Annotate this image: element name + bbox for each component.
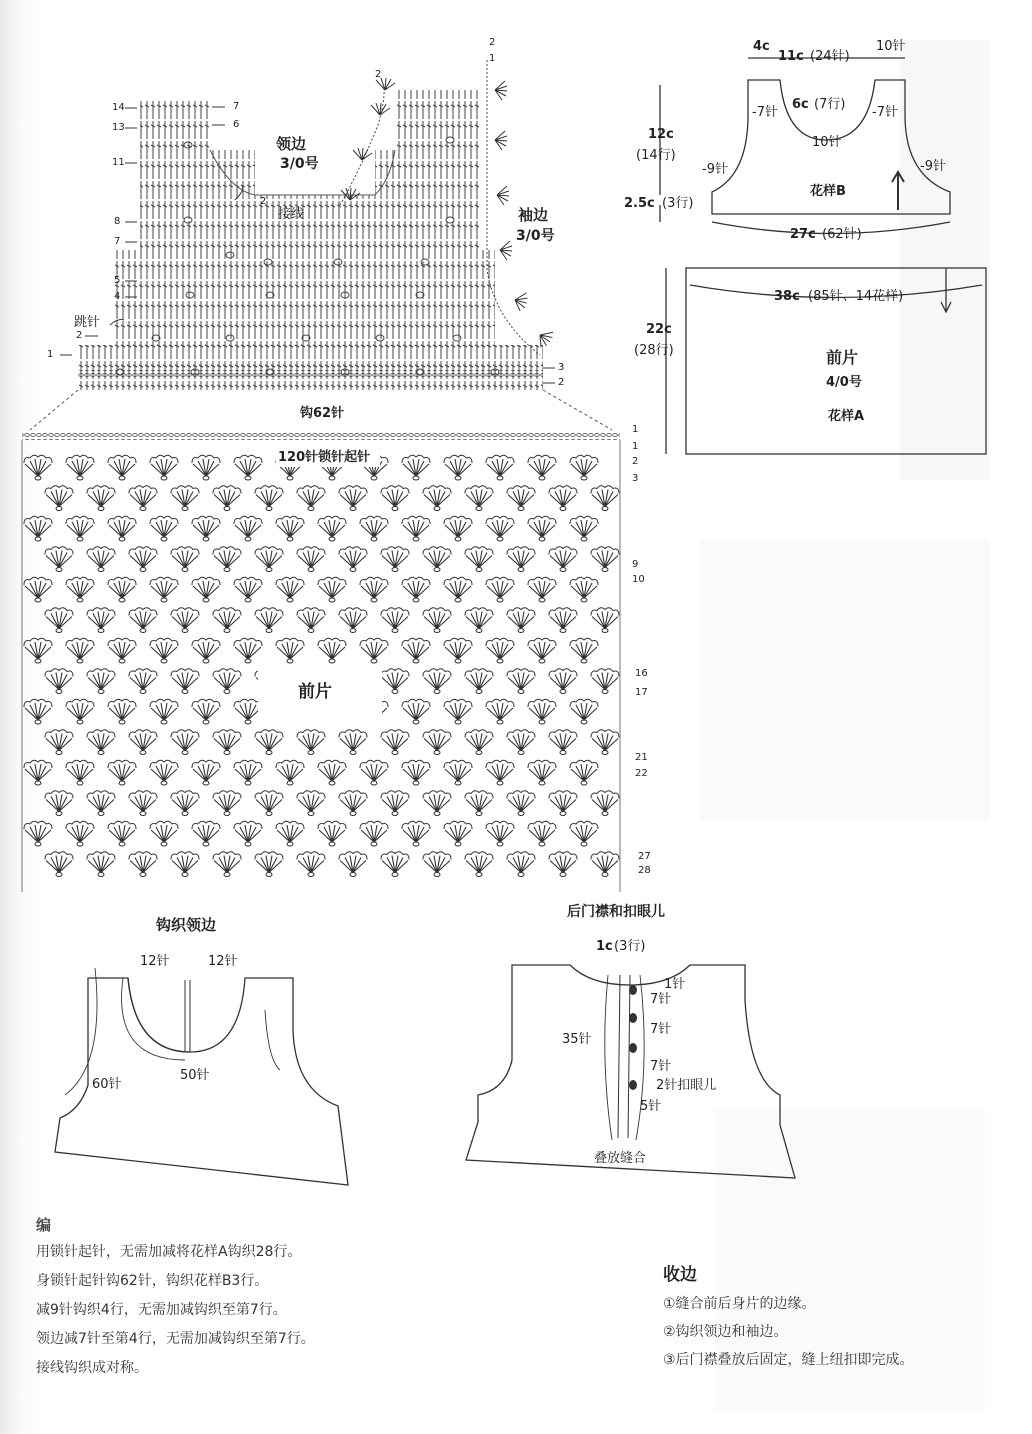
fan-motif xyxy=(570,821,598,846)
yoke-right-row-2: 2 xyxy=(260,196,267,207)
overlap-sew-label: 叠放缝合 xyxy=(594,1151,647,1166)
fan-motif xyxy=(45,791,73,816)
fan-motif xyxy=(66,699,94,724)
body-row-9: 9 xyxy=(632,559,639,570)
fan-motif xyxy=(297,547,325,572)
finishing-step-3: ③后门襟叠放后固定，缝上纽扣即完成。 xyxy=(663,1352,914,1368)
fan-motif xyxy=(486,516,514,541)
fan-motif xyxy=(402,516,430,541)
body-row-2: 2 xyxy=(632,456,639,467)
join-yarn-label: 接线 xyxy=(278,207,305,222)
fan-motif xyxy=(528,455,556,480)
body-row-1a: 1 xyxy=(632,424,639,435)
fan-motif xyxy=(444,577,472,602)
fan-motif xyxy=(465,547,493,572)
fan-motif xyxy=(381,791,409,816)
fan-motif xyxy=(549,486,577,511)
fan-motif xyxy=(108,516,136,541)
yoke-band-height: 2.5c xyxy=(624,196,655,211)
fan-motif xyxy=(129,791,157,816)
fan-motif xyxy=(360,821,388,846)
fan-motif xyxy=(255,730,283,755)
fan-motif xyxy=(213,547,241,572)
fan-motif xyxy=(591,547,619,572)
placket-sts-5: 5针 xyxy=(640,1099,662,1114)
fan-motif xyxy=(402,455,430,480)
body-chart xyxy=(22,432,620,892)
fan-motif xyxy=(402,638,430,663)
fan-motif xyxy=(129,486,157,511)
fan-motif xyxy=(87,486,115,511)
neckline-hook-size: 3/0号 xyxy=(280,156,319,172)
body-row-22: 22 xyxy=(635,768,648,779)
neck-right-sts: 12针 xyxy=(208,954,238,969)
schematic-front-title: 前片 xyxy=(826,348,859,367)
fan-motif xyxy=(549,730,577,755)
fan-motif xyxy=(192,516,220,541)
fan-motif xyxy=(402,760,430,785)
yoke-right-row-3: 3 xyxy=(558,362,565,373)
fan-motif xyxy=(108,455,136,480)
fan-motif xyxy=(549,852,577,877)
fan-motif xyxy=(255,791,283,816)
fan-motif xyxy=(234,577,262,602)
fan-motif xyxy=(528,638,556,663)
fan-motif xyxy=(213,852,241,877)
body-row-16: 16 xyxy=(635,668,648,679)
fan-motif xyxy=(66,821,94,846)
fan-motif xyxy=(234,699,262,724)
fan-motif xyxy=(444,760,472,785)
neck-curve-sts: 50针 xyxy=(180,1068,210,1083)
fan-motif xyxy=(45,608,73,633)
fan-motif xyxy=(318,516,346,541)
body-row-27: 27 xyxy=(638,851,651,862)
fan-motif xyxy=(402,577,430,602)
fan-motif xyxy=(297,852,325,877)
fan-motif xyxy=(486,455,514,480)
fan-motif xyxy=(591,669,619,694)
front-panel-chart-title: 前片 xyxy=(298,682,332,702)
fan-motif xyxy=(108,760,136,785)
fan-motif xyxy=(24,455,52,480)
yoke-pattern-label: 花样B xyxy=(810,184,846,199)
schematic-pattern-a: 花样A xyxy=(828,409,865,424)
fan-motif xyxy=(255,547,283,572)
fan-motif xyxy=(465,730,493,755)
fan-motif xyxy=(381,669,409,694)
fan-motif xyxy=(129,730,157,755)
fan-motif xyxy=(297,791,325,816)
fan-motif xyxy=(234,455,262,480)
fan-motif xyxy=(318,821,346,846)
armhole-decrease-right: -9针 xyxy=(920,159,946,174)
fan-motif xyxy=(297,608,325,633)
fan-motif xyxy=(549,608,577,633)
fan-motif xyxy=(255,852,283,877)
sleeve-top-mark-1: 1 xyxy=(489,53,496,64)
sleeve-edge-hook-size: 3/0号 xyxy=(516,228,555,244)
yoke-row-8: 8 xyxy=(114,216,121,227)
placket-side-sts: 35针 xyxy=(562,1032,592,1047)
fan-motif xyxy=(108,638,136,663)
fan-motif xyxy=(192,699,220,724)
armhole-decrease-left: -9针 xyxy=(702,162,728,177)
instruction-line-4: 领边减7针至第4行，无需加减钩织至第7行。 xyxy=(36,1331,315,1347)
fan-motif xyxy=(507,608,535,633)
fan-motif xyxy=(24,638,52,663)
fan-motif xyxy=(507,547,535,572)
fan-motif xyxy=(339,852,367,877)
fan-motif xyxy=(66,455,94,480)
fan-motif xyxy=(192,638,220,663)
neckline-label: 领边 xyxy=(276,135,307,153)
yoke-height: 12c xyxy=(648,127,674,142)
fan-motif xyxy=(150,821,178,846)
neck-decrease-right: -7针 xyxy=(872,105,898,120)
fan-motif xyxy=(66,638,94,663)
yoke-row-5: 5 xyxy=(114,275,121,286)
fan-motif xyxy=(129,608,157,633)
cast-on-120-label: 120针锁针起针 xyxy=(278,450,371,465)
placket-sts-7b: 7针 xyxy=(650,1022,672,1037)
body-width-sts: (85针、14花样) xyxy=(808,289,904,304)
fan-motif xyxy=(276,821,304,846)
fan-motif xyxy=(528,516,556,541)
fan-motif xyxy=(570,699,598,724)
fan-motif xyxy=(591,730,619,755)
instruction-line-3: 减9针钩织4行，无需加减钩织至第7行。 xyxy=(36,1302,287,1318)
fan-motif xyxy=(108,577,136,602)
fan-motif xyxy=(150,516,178,541)
fan-motif xyxy=(381,547,409,572)
fan-motif xyxy=(234,516,262,541)
fan-motif xyxy=(423,791,451,816)
body-row-10: 10 xyxy=(632,574,645,585)
fan-motif xyxy=(276,577,304,602)
fan-motif xyxy=(465,791,493,816)
fan-motif xyxy=(570,638,598,663)
fan-motif xyxy=(150,455,178,480)
placket-band-rows: (3行) xyxy=(614,939,646,954)
fan-motif xyxy=(570,516,598,541)
fan-motif xyxy=(570,577,598,602)
fan-motif xyxy=(234,760,262,785)
fan-motif xyxy=(591,791,619,816)
fan-motif xyxy=(108,821,136,846)
fan-motif xyxy=(507,486,535,511)
fan-motif xyxy=(192,577,220,602)
fan-motif xyxy=(465,486,493,511)
fan-motif xyxy=(213,669,241,694)
fan-motif xyxy=(591,852,619,877)
fan-motif xyxy=(234,638,262,663)
finishing-step-2: ②钩织领边和袖边。 xyxy=(663,1324,788,1340)
fan-motif xyxy=(444,638,472,663)
skip-stitch-label: 跳针 xyxy=(74,315,101,330)
sleeve-edge-label: 袖边 xyxy=(518,206,549,224)
yoke-row-14: 14 xyxy=(112,102,125,113)
fan-motif xyxy=(549,547,577,572)
body-row-17: 17 xyxy=(635,687,648,698)
finishing-step-1: ①缝合前后身片的边缘。 xyxy=(663,1296,816,1312)
fan-motif xyxy=(402,699,430,724)
instruction-line-1: 用锁针起针，无需加减将花样A钩织28行。 xyxy=(36,1244,302,1260)
yoke-width: 27c xyxy=(790,227,816,242)
instruction-line-2: 身锁针起针钩62针，钩织花样B3行。 xyxy=(36,1273,269,1289)
fan-motif xyxy=(465,852,493,877)
yoke-height-rows: (14行) xyxy=(636,148,676,163)
neck-width-sts: (24针) xyxy=(810,49,850,64)
yoke-right-row-7: 7 xyxy=(233,101,240,112)
fan-motif xyxy=(171,547,199,572)
fan-motif xyxy=(276,760,304,785)
fan-motif xyxy=(423,730,451,755)
placket-band-width: 1c xyxy=(596,939,613,954)
fan-motif xyxy=(444,455,472,480)
fan-motif xyxy=(87,547,115,572)
fan-motif xyxy=(213,608,241,633)
fan-motif xyxy=(150,760,178,785)
fan-motif xyxy=(45,730,73,755)
shoulder-width: 4c xyxy=(753,39,770,54)
fan-motif xyxy=(339,486,367,511)
neck-decrease-left: -7针 xyxy=(752,105,778,120)
fan-motif xyxy=(339,730,367,755)
fan-motif xyxy=(486,638,514,663)
fan-motif xyxy=(66,516,94,541)
fan-motif xyxy=(66,577,94,602)
fan-motif xyxy=(24,699,52,724)
fan-motif xyxy=(171,608,199,633)
fan-motif xyxy=(381,730,409,755)
fan-motif xyxy=(171,791,199,816)
fan-motif xyxy=(339,791,367,816)
fan-motif xyxy=(360,760,388,785)
body-row-3: 3 xyxy=(632,473,639,484)
neck-top-mark: 2 xyxy=(375,69,382,80)
fan-motif xyxy=(528,760,556,785)
finishing-heading: 收边 xyxy=(663,1265,697,1285)
fan-motif xyxy=(549,791,577,816)
body-height-rows: (28行) xyxy=(634,343,674,358)
fan-motif xyxy=(87,852,115,877)
body-row-21: 21 xyxy=(635,752,648,763)
neck-depth-rows: (7行) xyxy=(814,97,846,112)
fan-motif xyxy=(423,547,451,572)
chain-62-label: 钩62针 xyxy=(300,406,345,421)
fan-motif xyxy=(24,821,52,846)
fan-motif xyxy=(87,730,115,755)
fan-motif xyxy=(129,852,157,877)
fan-motif xyxy=(360,638,388,663)
yoke-row-7: 7 xyxy=(114,236,121,247)
fan-motif xyxy=(507,730,535,755)
fan-motif xyxy=(297,486,325,511)
fan-motif xyxy=(486,821,514,846)
fan-motif xyxy=(528,699,556,724)
fan-motif xyxy=(150,638,178,663)
fan-motif xyxy=(45,486,73,511)
fan-motif xyxy=(234,821,262,846)
yoke-band-rows: (3行) xyxy=(662,196,694,211)
fan-motif xyxy=(150,699,178,724)
fan-motif xyxy=(528,821,556,846)
yoke-width-sts: (62针) xyxy=(822,227,862,242)
fan-motif xyxy=(213,486,241,511)
fan-motif xyxy=(465,669,493,694)
yoke-row-1: 1 xyxy=(47,349,54,360)
fan-motif xyxy=(423,486,451,511)
body-row-28: 28 xyxy=(638,865,651,876)
neck-width: 11c xyxy=(778,49,804,64)
yoke-row-2: 2 xyxy=(76,330,83,341)
fan-motif xyxy=(255,486,283,511)
neck-bottom-sts: 10针 xyxy=(812,135,842,150)
fan-motif xyxy=(66,760,94,785)
fan-motif xyxy=(129,669,157,694)
instruction-line-5: 接线钩织成对称。 xyxy=(36,1360,148,1376)
yoke-right-row-6: 6 xyxy=(233,119,240,130)
fan-motif xyxy=(276,516,304,541)
fan-motif xyxy=(318,577,346,602)
fan-motif xyxy=(486,699,514,724)
fan-motif xyxy=(192,455,220,480)
fan-motif xyxy=(87,791,115,816)
fan-motif xyxy=(465,608,493,633)
fan-motif xyxy=(192,760,220,785)
fan-motif xyxy=(402,821,430,846)
fan-motif xyxy=(192,821,220,846)
placket-sts-1: 1针 xyxy=(664,977,686,992)
fan-motif xyxy=(423,608,451,633)
fan-motif xyxy=(591,608,619,633)
fan-motif xyxy=(213,791,241,816)
fan-motif xyxy=(276,638,304,663)
neck-edging-title: 钩织领边 xyxy=(156,916,217,934)
fan-motif xyxy=(549,669,577,694)
placket-sts-7c: 7针 xyxy=(650,1059,672,1074)
fan-motif xyxy=(24,577,52,602)
fan-motif xyxy=(87,608,115,633)
fan-motif xyxy=(444,821,472,846)
fan-motif xyxy=(381,852,409,877)
fan-motif xyxy=(150,577,178,602)
fan-motif xyxy=(171,852,199,877)
fan-motif xyxy=(381,486,409,511)
fan-motif xyxy=(24,516,52,541)
fan-motif xyxy=(45,852,73,877)
fan-motif xyxy=(570,455,598,480)
fan-motif xyxy=(486,577,514,602)
fan-motif xyxy=(318,638,346,663)
schematic xyxy=(660,58,986,454)
fan-motif xyxy=(486,760,514,785)
fan-motif xyxy=(297,730,325,755)
fan-motif xyxy=(360,577,388,602)
fan-motif xyxy=(381,608,409,633)
yoke-row-11: 11 xyxy=(112,157,125,168)
fan-motif xyxy=(423,852,451,877)
fan-motif xyxy=(507,852,535,877)
fan-motif xyxy=(570,760,598,785)
body-height: 22c xyxy=(646,322,672,337)
body-width: 38c xyxy=(774,289,800,304)
yoke-right-row-2b: 2 xyxy=(558,377,565,388)
fan-motif xyxy=(528,577,556,602)
sleeve-top-mark: 2 xyxy=(489,37,496,48)
fan-motif xyxy=(87,669,115,694)
fan-motif xyxy=(171,730,199,755)
fan-motif xyxy=(423,669,451,694)
back-placket-title: 后门襟和扣眼儿 xyxy=(567,904,665,920)
fan-motif xyxy=(129,547,157,572)
yoke-row-13: 13 xyxy=(112,122,125,133)
body-row-1b: 1 xyxy=(632,441,639,452)
fan-motif xyxy=(45,669,73,694)
fan-motif xyxy=(591,486,619,511)
fan-motif xyxy=(213,730,241,755)
fan-motif xyxy=(45,547,73,572)
fan-motif xyxy=(360,516,388,541)
fan-motif xyxy=(444,699,472,724)
fan-motif xyxy=(171,486,199,511)
fan-motif xyxy=(507,669,535,694)
fan-motif xyxy=(339,547,367,572)
instructions-heading: 编 xyxy=(36,1216,52,1234)
fan-motif xyxy=(318,760,346,785)
fan-motif xyxy=(339,608,367,633)
schematic-hook-size: 4/0号 xyxy=(826,375,862,390)
armhole-sts: 60针 xyxy=(92,1077,122,1092)
shoulder-right-sts: 10针 xyxy=(876,39,906,54)
fan-motif xyxy=(24,760,52,785)
buttonhole-label: 2针扣眼儿 xyxy=(656,1078,717,1093)
neck-depth: 6c xyxy=(792,97,809,112)
yoke-row-4: 4 xyxy=(114,291,121,302)
fan-motif xyxy=(255,608,283,633)
back-placket-diagram xyxy=(466,965,795,1178)
placket-sts-7a: 7针 xyxy=(650,992,672,1007)
fan-motif xyxy=(108,699,136,724)
neck-left-sts: 12针 xyxy=(140,954,170,969)
fan-motif xyxy=(171,669,199,694)
fan-motif xyxy=(444,516,472,541)
fan-motif xyxy=(507,791,535,816)
